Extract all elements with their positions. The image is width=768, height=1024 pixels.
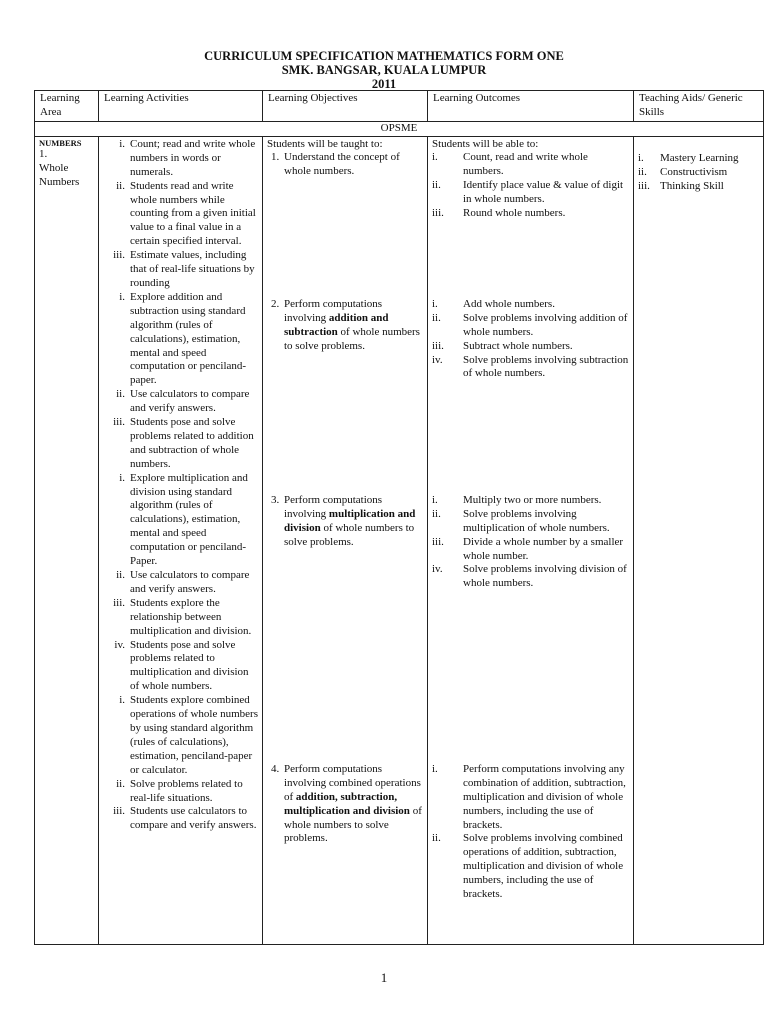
- item-text: Constructivism: [660, 165, 728, 178]
- list-item: [638, 180, 759, 194]
- item-marker: i.: [119, 694, 125, 707]
- document-title: CURRICULUM SPECIFICATION MATHEMATICS FORM ONE: [204, 49, 564, 63]
- list-item: [103, 597, 258, 639]
- list-item: [432, 494, 629, 508]
- list-item: [103, 805, 258, 833]
- list-item: [432, 508, 629, 536]
- item-marker: iii.: [432, 206, 444, 219]
- item-text: Perform computations involving: [284, 493, 383, 520]
- item-marker: ii.: [116, 569, 125, 581]
- item-text: Subtract whole numbers.: [463, 339, 573, 352]
- item-marker: 1.: [271, 150, 280, 163]
- item-bold-text: addition and subtraction: [284, 311, 389, 338]
- item-marker: ii.: [116, 777, 125, 790]
- item-text: Solve problems involving multiplication of whole numbers.: [463, 507, 610, 534]
- item-marker: ii.: [116, 388, 125, 401]
- table-row: [35, 136, 764, 944]
- item-text: Solve problems involving combined operations of addition, subtraction, multiplication and division of whole numbers, including the use of brackets.: [463, 832, 624, 901]
- item-marker: iv.: [432, 353, 443, 366]
- objective-item: [267, 151, 423, 179]
- list-item: [638, 152, 759, 166]
- item-text: Solve problems related to real-life situations.: [130, 777, 243, 804]
- teaching-aids-cell: [634, 136, 764, 944]
- list-item: [103, 180, 258, 250]
- list-item: [267, 298, 423, 354]
- item-text: Add whole numbers.: [463, 297, 555, 310]
- item-marker: i.: [432, 493, 438, 506]
- list-item: [103, 416, 258, 472]
- outcome-list: [432, 763, 629, 902]
- outcome-list: [432, 151, 629, 221]
- list-item: [432, 563, 629, 591]
- item-marker: iii.: [638, 179, 650, 192]
- list-item: [103, 249, 258, 291]
- item-marker: ii.: [432, 507, 441, 520]
- item-bold-text: multiplication and division: [284, 507, 416, 534]
- list-item: [103, 138, 258, 180]
- learning-area-tag: NUMBERS: [39, 137, 82, 148]
- school-name: SMK. BANGSAR, KUALA LUMPUR: [281, 63, 487, 77]
- column-header: Learning Activities: [99, 91, 263, 122]
- item-marker: iii.: [113, 416, 125, 429]
- item-text: Identify place value & value of digit in whole numbers.: [463, 178, 624, 205]
- activity-list: [103, 694, 258, 833]
- item-marker: i.: [432, 150, 438, 163]
- activity-list: [103, 291, 258, 472]
- list-item: [103, 639, 258, 695]
- list-item: [267, 151, 423, 179]
- item-text: Students pose and solve problems related to addition and subtraction of whole numbers.: [130, 416, 254, 470]
- item-marker: iii.: [113, 596, 125, 609]
- item-text: Thinking Skill: [660, 179, 724, 192]
- item-marker: ii.: [432, 311, 441, 324]
- page-number: 1: [380, 970, 388, 985]
- item-marker: 4.: [271, 762, 280, 775]
- list-item: [267, 494, 423, 550]
- item-marker: ii.: [116, 179, 125, 192]
- list-item: [432, 832, 629, 902]
- list-item: [432, 207, 629, 221]
- list-item: [267, 763, 423, 846]
- list-item: [103, 388, 258, 416]
- list-item: [103, 569, 258, 597]
- item-text: Estimate values, including that of real-life situations by rounding: [130, 249, 255, 289]
- list-item: [432, 763, 629, 833]
- item-marker: 2.: [271, 297, 280, 310]
- item-text: Students pose and solve problems related to multiplication and division of whole numbers.: [130, 638, 249, 693]
- item-text: Students explore the relationship between multiplication and division.: [130, 596, 252, 637]
- item-text: Explore addition and subtraction using standard algorithm (rules of calculations), estimation, mental and speed computation or penciland-paper.: [130, 290, 247, 387]
- list-item: [432, 298, 629, 312]
- item-text: Count, read and write whole numbers.: [463, 150, 588, 177]
- item-text: Multiply two or more numbers.: [463, 493, 602, 506]
- item-text: Solve problems involving subtraction of whole numbers.: [463, 353, 629, 380]
- list-item: [432, 312, 629, 340]
- list-item: [432, 151, 629, 179]
- outcome-list: [432, 494, 629, 591]
- item-text: Use calculators to compare and verify answers.: [130, 388, 250, 415]
- item-text: Students explore combined operations of whole numbers by using standard algorithm (rules of calculations), estimation, penciland-paper or calculator.: [130, 694, 258, 776]
- document-year: 2011: [371, 77, 397, 91]
- item-text: Perform computations involving any combination of addition, subtraction, multiplication and division of whole numbers, including the use of brackets.: [463, 762, 626, 831]
- list-item: [103, 778, 258, 806]
- activity-list: [103, 138, 258, 291]
- item-text: Solve problems involving addition of whole numbers.: [463, 311, 628, 338]
- item-text: Count; read and write whole numbers in words or numerals.: [130, 137, 256, 178]
- item-bold-text: addition, subtraction, multiplication and division: [284, 790, 410, 817]
- objective-item: [267, 494, 423, 550]
- learning-objectives-cell: [263, 136, 428, 944]
- item-text: of whole numbers to solve problems.: [284, 804, 422, 845]
- item-text: Understand the concept of whole numbers.: [284, 150, 400, 177]
- outcomes-intro: Students will be able to:: [432, 137, 539, 150]
- learning-area-number: 1.: [39, 147, 48, 160]
- objective-item: [267, 763, 423, 846]
- list-item: [432, 340, 629, 354]
- item-text: of whole numbers to solve problems.: [284, 521, 415, 548]
- item-marker: iv.: [432, 563, 443, 576]
- item-marker: i.: [119, 290, 125, 303]
- list-item: [432, 354, 629, 382]
- column-header: Learning Objectives: [263, 91, 428, 122]
- list-item: [432, 179, 629, 207]
- aids-list: [638, 152, 759, 194]
- activity-list: [103, 472, 258, 695]
- item-marker: iii.: [432, 339, 444, 352]
- objectives-intro: Students will be taught to:: [267, 137, 383, 150]
- item-marker: ii.: [638, 165, 647, 178]
- list-item: [638, 166, 759, 180]
- list-item: [103, 694, 258, 777]
- curriculum-table: [34, 90, 764, 945]
- learning-area-name: Whole Numbers: [39, 161, 80, 188]
- column-header: Teaching Aids/ Generic Skills: [634, 91, 764, 122]
- item-text: Divide a whole number by a smaller whole number.: [463, 535, 624, 562]
- objective-item: [267, 298, 423, 354]
- item-marker: iii.: [432, 535, 444, 548]
- item-text: Round whole numbers.: [463, 206, 566, 219]
- item-marker: ii.: [432, 832, 441, 845]
- list-item: [103, 472, 258, 569]
- item-marker: iv.: [114, 638, 125, 651]
- table-header-row: [35, 91, 764, 122]
- item-text: Students use calculators to compare and verify answers.: [130, 805, 257, 832]
- item-marker: i.: [119, 137, 125, 150]
- item-text: Explore multiplication and division using standard algorithm (rules of calculations), estimation, mental and speed computation or penciland-Paper.: [130, 471, 248, 568]
- learning-area-cell: [35, 136, 99, 944]
- item-text: Use calculators to compare and verify answers.: [130, 569, 250, 595]
- item-text: Solve problems involving division of whole numbers.: [463, 563, 627, 590]
- learning-outcomes-cell: [428, 136, 634, 944]
- item-marker: i.: [432, 297, 438, 310]
- item-text: Students read and write whole numbers while counting from a given initial value to a final value in a certain specified interval.: [130, 179, 256, 248]
- item-marker: ii.: [432, 178, 441, 191]
- column-header: Learning Area: [35, 91, 99, 122]
- item-text: Perform computations involving: [284, 297, 383, 324]
- item-marker: iii.: [113, 805, 125, 818]
- outcome-list: [432, 298, 629, 381]
- section-label: OPSME: [35, 122, 764, 137]
- item-marker: iii.: [113, 249, 125, 262]
- item-marker: 3.: [271, 493, 280, 506]
- section-row: [35, 122, 764, 137]
- item-marker: i.: [638, 151, 644, 164]
- item-marker: i.: [119, 471, 125, 484]
- item-text: Mastery Learning: [660, 151, 739, 164]
- list-item: [103, 291, 258, 388]
- column-header: Learning Outcomes: [428, 91, 634, 122]
- learning-activities-cell: [99, 136, 263, 944]
- item-text: Perform computations involving combined operations of: [284, 762, 421, 803]
- item-marker: i.: [432, 762, 438, 775]
- list-item: [432, 536, 629, 564]
- item-text: of whole numbers to solve problems.: [284, 325, 420, 352]
